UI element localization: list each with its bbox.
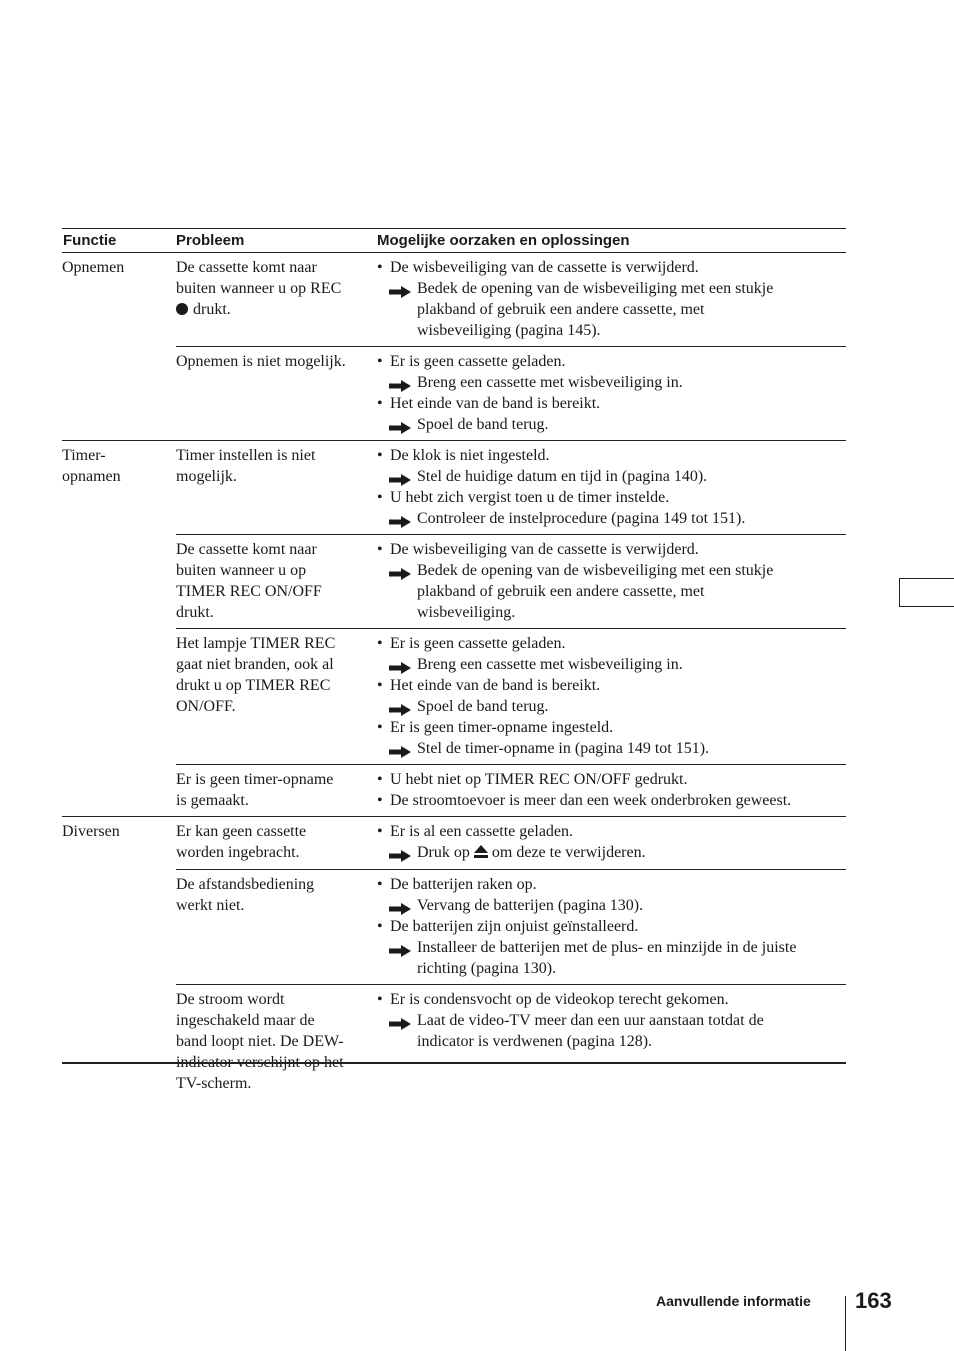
solution-line: Bedek de opening van de wisbeveiliging met een stukje	[417, 562, 774, 579]
function-group	[62, 253, 846, 440]
problem-line: is gemaakt.	[176, 792, 249, 809]
cause-item	[376, 675, 846, 696]
bullet-icon: •	[377, 635, 383, 652]
cause-text: U hebt niet op TIMER REC ON/OFF gedrukt.	[390, 771, 688, 788]
solution-line: Spoel de band terug.	[417, 416, 549, 433]
solution-line: Controleer de instelprocedure (pagina 149 tot 151).	[417, 510, 746, 527]
solutions-cell	[376, 633, 846, 759]
cause-text: De batterijen raken op.	[390, 876, 537, 893]
cause-text: De klok is niet ingesteld.	[390, 447, 550, 464]
problem-cell	[176, 769, 376, 811]
solutions-cell	[376, 539, 846, 623]
cause-item	[376, 790, 846, 811]
cause-item	[376, 445, 846, 466]
problem-line: Timer instellen is niet	[176, 447, 316, 464]
solutions-cell	[376, 874, 846, 979]
table-row	[176, 441, 846, 534]
solution-item	[376, 738, 846, 759]
page-number: 163	[855, 1288, 892, 1313]
problem-line: ingeschakeld maar de	[176, 1012, 315, 1029]
problem-line: indicator verschijnt op het	[176, 1054, 344, 1071]
cause-text: Er is geen timer-opname ingesteld.	[390, 719, 614, 736]
solution-item	[376, 842, 846, 864]
solution-line: Laat de video-TV meer dan een uur aanstaan totdat de	[417, 1012, 764, 1029]
table-body	[62, 253, 846, 1099]
problem-line: band loopt niet. De DEW-	[176, 1033, 344, 1050]
problem-line: De afstandsbediening	[176, 876, 315, 893]
cause-text: Er is geen cassette geladen.	[390, 635, 566, 652]
problem-line: De cassette komt naar	[176, 259, 317, 276]
solutions-cell	[376, 769, 846, 811]
problem-line: worden ingebracht.	[176, 844, 300, 861]
table-header	[62, 228, 846, 253]
cause-item	[376, 257, 846, 278]
right-arrow-icon	[389, 701, 411, 713]
table-row	[176, 253, 846, 346]
function-cell: Diversen	[62, 823, 120, 840]
problem-line: drukt u op TIMER REC	[176, 677, 331, 694]
bullet-icon: •	[377, 991, 383, 1008]
table-row	[176, 869, 846, 984]
table-row	[176, 346, 846, 440]
problem-line: Er is geen timer-opname	[176, 771, 334, 788]
right-arrow-icon	[389, 377, 411, 389]
eject-icon	[474, 843, 488, 864]
solution-line: Spoel de band terug.	[417, 698, 549, 715]
solution-line: plakband of gebruik een andere cassette, met	[417, 301, 705, 318]
bullet-icon: •	[377, 541, 383, 558]
table-row	[176, 628, 846, 764]
cause-item	[376, 989, 846, 1010]
solutions-cell	[376, 445, 846, 529]
solution-item	[376, 466, 846, 487]
cause-item	[376, 821, 846, 842]
solution-line: indicator is verdwenen (pagina 128).	[417, 1033, 653, 1050]
cause-item	[376, 393, 846, 414]
bullet-icon: •	[377, 447, 383, 464]
solution-line: Breng een cassette met wisbeveiliging in.	[417, 656, 683, 673]
cause-item	[376, 539, 846, 560]
problem-line: TIMER REC ON/OFF	[176, 583, 322, 600]
solution-item	[376, 414, 846, 435]
solution-line: Stel de timer-opname in (pagina 149 tot 151).	[417, 740, 710, 757]
record-dot-icon	[176, 300, 188, 321]
right-arrow-icon	[389, 419, 411, 431]
bullet-icon: •	[377, 489, 383, 506]
cause-text: Het einde van de band is bereikt.	[390, 677, 601, 694]
bullet-icon: •	[377, 918, 383, 935]
header-solutions: Mogelijke oorzaken en oplossingen	[377, 232, 630, 249]
solution-line: Installeer de batterijen met de plus- en minzijde in de juiste	[417, 939, 797, 956]
problem-line: Het lampje TIMER REC	[176, 635, 336, 652]
solution-line: wisbeveiliging (pagina 145).	[417, 322, 601, 339]
cause-item	[376, 633, 846, 654]
problem-cell	[176, 351, 376, 435]
solution-item	[376, 1010, 846, 1052]
problem-line: drukt.	[176, 604, 214, 621]
problem-line: werkt niet.	[176, 897, 245, 914]
table-row	[176, 817, 846, 869]
solution-line: richting (pagina 130).	[417, 960, 557, 977]
table-bottom-rule	[62, 1062, 846, 1064]
right-arrow-icon	[389, 743, 411, 755]
troubleshooting-table	[62, 228, 846, 1099]
solution-item	[376, 560, 846, 623]
bullet-icon: •	[377, 677, 383, 694]
cause-item	[376, 769, 846, 790]
solution-item	[376, 895, 846, 916]
cause-text: De wisbeveiliging van de cassette is verwijderd.	[390, 259, 699, 276]
solution-item	[376, 654, 846, 675]
right-arrow-icon	[389, 513, 411, 525]
solutions-cell	[376, 257, 846, 341]
table-row	[176, 984, 846, 1099]
solution-item	[376, 278, 846, 341]
problem-line: Opnemen is niet mogelijk.	[176, 353, 346, 370]
footer-divider	[845, 1296, 846, 1351]
header-problem: Probleem	[176, 232, 245, 249]
problem-cell	[176, 539, 376, 623]
problem-cell	[176, 633, 376, 759]
solution-line: Druk op om deze te verwijderen.	[417, 842, 846, 864]
solution-item	[376, 696, 846, 717]
solutions-cell	[376, 821, 846, 864]
function-group	[62, 440, 846, 816]
problem-cell	[176, 989, 376, 1094]
solution-line: Bedek de opening van de wisbeveiliging met een stukje	[417, 280, 774, 297]
cause-text: De stroomtoevoer is meer dan een week onderbroken geweest.	[390, 792, 792, 809]
section-tab-marker	[899, 578, 954, 607]
cause-item	[376, 487, 846, 508]
problem-cell	[176, 821, 376, 864]
solutions-cell	[376, 989, 846, 1094]
bullet-icon: •	[377, 771, 383, 788]
problem-line: buiten wanneer u op	[176, 562, 307, 579]
right-arrow-icon	[389, 900, 411, 912]
header-function: Functie	[63, 232, 117, 249]
cause-text: Er is condensvocht op de videokop terecht gekomen.	[390, 991, 729, 1008]
right-arrow-icon	[389, 942, 411, 954]
bullet-icon: •	[377, 719, 383, 736]
problem-cell	[176, 445, 376, 529]
solution-item	[376, 508, 846, 529]
cause-item	[376, 717, 846, 738]
problem-cell	[176, 257, 376, 341]
problem-line: mogelijk.	[176, 468, 237, 485]
cause-item	[376, 916, 846, 937]
solution-line: Breng een cassette met wisbeveiliging in.	[417, 374, 683, 391]
solution-line: Stel de huidige datum en tijd in (pagina 140).	[417, 468, 708, 485]
problem-rows	[176, 441, 846, 816]
cause-text: De wisbeveiliging van de cassette is verwijderd.	[390, 541, 699, 558]
bullet-icon: •	[377, 259, 383, 276]
right-arrow-icon	[389, 283, 411, 295]
problem-line: ON/OFF.	[176, 698, 236, 715]
function-group	[62, 816, 846, 1099]
problem-line: TV-scherm.	[176, 1075, 252, 1092]
bullet-icon: •	[377, 823, 383, 840]
solution-line: Vervang de batterijen (pagina 130).	[417, 897, 644, 914]
cause-item	[376, 874, 846, 895]
problem-line: drukt.	[176, 299, 376, 321]
problem-cell	[176, 874, 376, 979]
bullet-icon: •	[377, 353, 383, 370]
problem-line: De stroom wordt	[176, 991, 285, 1008]
function-cell: Opnemen	[62, 259, 125, 276]
problem-line: Er kan geen cassette	[176, 823, 307, 840]
problem-line: gaat niet branden, ook al	[176, 656, 334, 673]
cause-text: Er is al een cassette geladen.	[390, 823, 574, 840]
section-label: Aanvullende informatie	[656, 1293, 811, 1309]
solution-item	[376, 937, 846, 979]
table-row	[176, 534, 846, 628]
right-arrow-icon	[389, 471, 411, 483]
cause-text: U hebt zich vergist toen u de timer instelde.	[390, 489, 670, 506]
solution-line: wisbeveiliging.	[417, 604, 516, 621]
bullet-icon: •	[377, 876, 383, 893]
function-cell: Timer- opnamen	[62, 447, 121, 485]
cause-text: De batterijen zijn onjuist geïnstalleerd.	[390, 918, 639, 935]
problem-line: De cassette komt naar	[176, 541, 317, 558]
right-arrow-icon	[389, 659, 411, 671]
right-arrow-icon	[389, 1015, 411, 1027]
cause-text: Er is geen cassette geladen.	[390, 353, 566, 370]
problem-line: buiten wanneer u op REC	[176, 280, 342, 297]
solutions-cell	[376, 351, 846, 435]
right-arrow-icon	[389, 847, 411, 859]
problem-rows	[176, 253, 846, 440]
cause-item	[376, 351, 846, 372]
cause-text: Het einde van de band is bereikt.	[390, 395, 601, 412]
bullet-icon: •	[377, 792, 383, 809]
bullet-icon: •	[377, 395, 383, 412]
table-row	[176, 764, 846, 816]
solution-item	[376, 372, 846, 393]
problem-rows	[176, 817, 846, 1099]
right-arrow-icon	[389, 565, 411, 577]
solution-line: plakband of gebruik een andere cassette, met	[417, 583, 705, 600]
